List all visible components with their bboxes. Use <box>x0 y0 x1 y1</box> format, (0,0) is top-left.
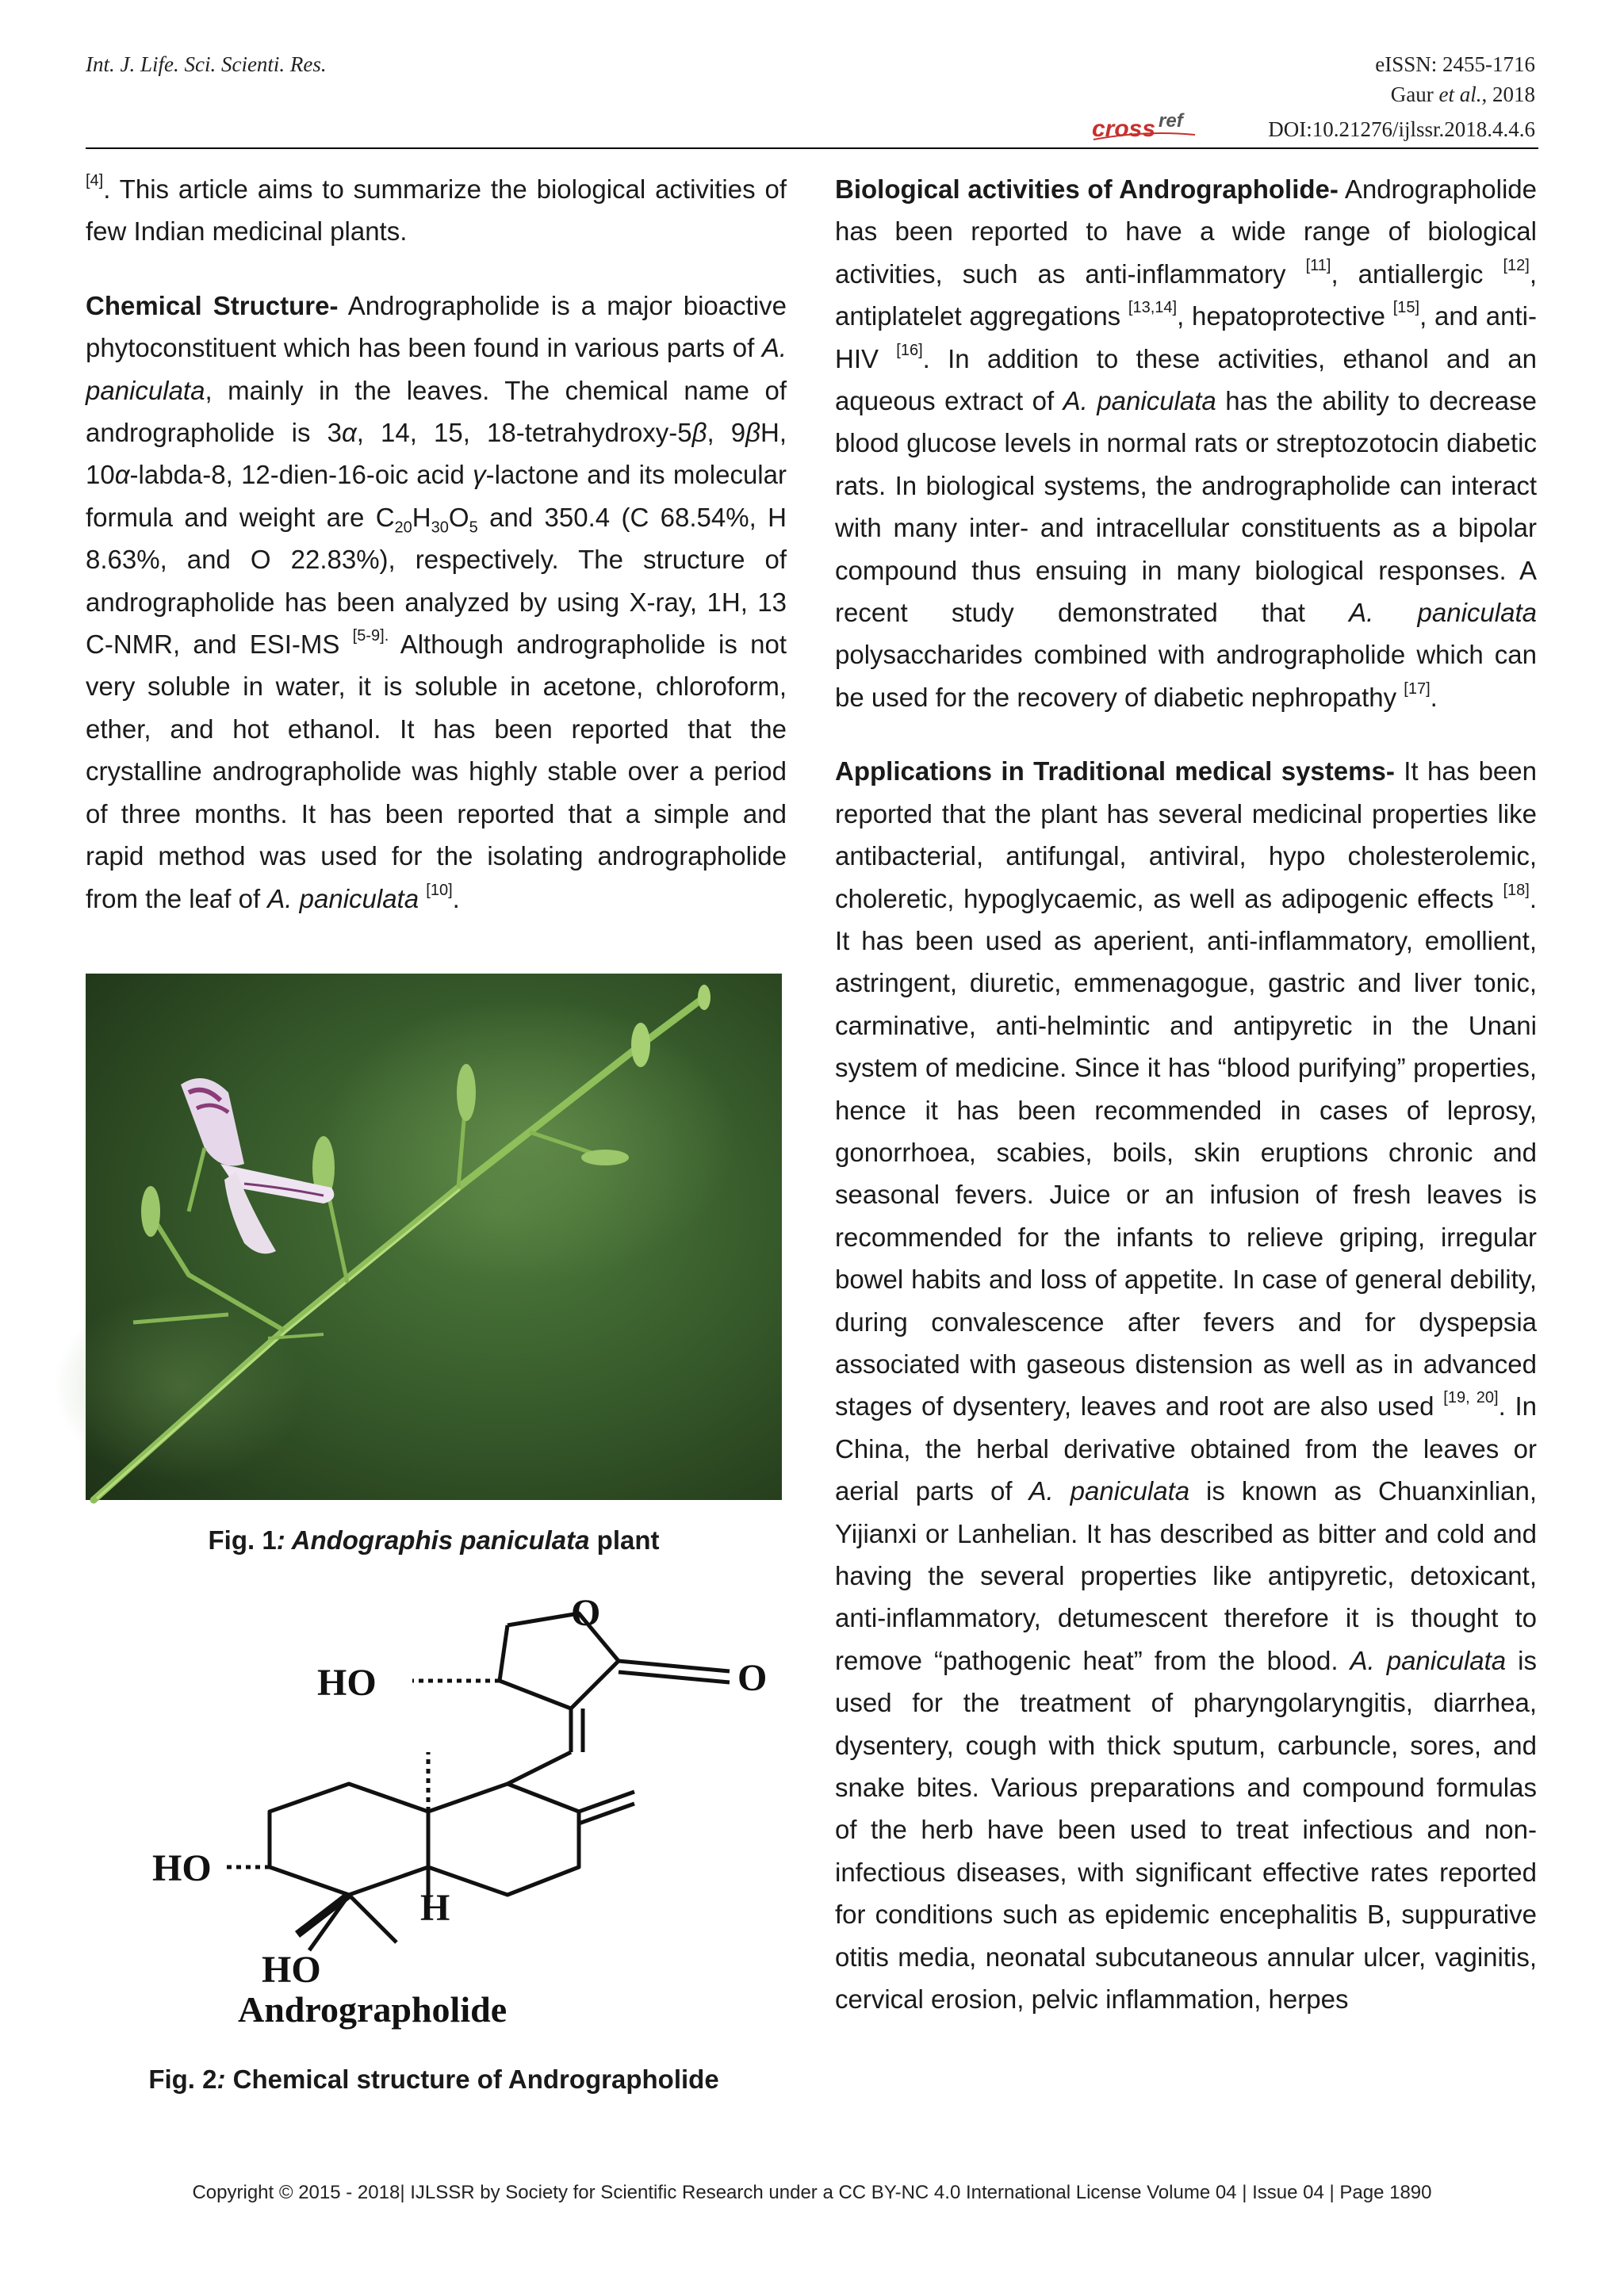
header-rule <box>86 147 1538 149</box>
svg-text:HO: HO <box>317 1662 377 1704</box>
svg-text:H: H <box>420 1887 450 1929</box>
intro-paragraph: [4]. This article aims to summarize the biological activities of few Indian medicinal plants. <box>86 172 787 247</box>
left-column-text <box>86 168 787 920</box>
crossref-logo <box>1089 111 1200 147</box>
svg-text:ref: ref <box>1159 110 1183 132</box>
svg-text:O: O <box>737 1657 768 1699</box>
right-column-text <box>835 168 1537 2020</box>
svg-text:Andrographolide: Andrographolide <box>238 1989 508 2030</box>
figure-2-caption: Fig. 2: Chemical structure of Andrographolide <box>148 2064 719 2094</box>
author-citation: Gaur et al., 2018 <box>1390 82 1535 106</box>
svg-text:HO: HO <box>262 1949 321 1991</box>
svg-text:O: O <box>571 1592 601 1634</box>
andrographolide-structure <box>152 1592 777 2045</box>
biological-activities-paragraph: Biological activities of Andrographolide- Andrographolide has been reported to have a wide range of biological activities, such as anti-inflammatory [11], antiallergic [12], antiplatelet aggregations [13,14], hepatoprotective [15], and anti-HIV [16]. In addition to these activities, ethanol and an aqueous extract of A. paniculata has the ability to decrease blood glucose levels in normal rats or streptozotocin diabetic rats. In biological systems, the andrographolide can interact with many inter- and intracellular constituents as a bipolar compound thus ensuing in many biological responses. A recent study demonstrated that A. paniculata polysaccharides combined with andrographolide which can be used for the recovery of diabetic nephropathy [17]. <box>835 174 1538 712</box>
eissn: eISSN: 2455-1716 <box>1375 52 1535 76</box>
page-footer: Copyright © 2015 - 2018| IJLSSR by Society for Scientific Research under a CC BY-NC 4.0 International License Volume 04 | Issue 04 | Page 1890 <box>192 2182 1432 2203</box>
svg-text:cross: cross <box>1092 116 1156 142</box>
figure-1-caption: Fig. 1: Andographis paniculata plant <box>208 1525 660 1555</box>
chemical-structure-paragraph: Chemical Structure- Andrographolide is a major bioactive phytoconstituent which has been found in various parts of A. paniculata, mainly in the leaves. The chemical name of andrographolide is 3α, 14, 15, 18-tetrahydroxy-5β, 9βH, 10α-labda-8, 12-dien-16-oic acid γ-lactone and its molecular formula and weight are $C_{20}H_{30}O_5$ and 350.4 (C 68.54%, H 8.63%, and O 22.83%), respectively. The structure of andrographolide has been analyzed by using X-ray, 1H, 13 C-NMR, and ESI-MS $^{[5-9].}$ Although andrographolide is not very soluble in water, it is soluble in acetone, chloroform, ether, and hot ethanol. It has been reported that the crystalline andrographolide was highly stable over a period of three months. It has been reported that a simple and rapid method was used for the isolating andrographolide from the leaf of A. paniculata [10]. <box>86 290 787 913</box>
plant-photo <box>86 974 782 1500</box>
doi: DOI:10.21276/ijlssr.2018.4.4.6 <box>1268 117 1535 141</box>
journal-title: Int. J. Life. Sci. Scienti. Res. <box>86 52 327 76</box>
svg-text:HO: HO <box>152 1847 212 1889</box>
applications-paragraph: Applications in Traditional medical systems- It has been reported that the plant has several medicinal properties like antibacterial, antifungal, antiviral, hypo cholesterolemic, choleretic, hypoglycaemic, as well as adipogenic effects [18]. It has been used as aperient, anti-inflammatory, emollient, astringent, diuretic, emmenagogue, gastric and liver tonic, carminative, anti-helmintic and antipyretic in the Unani system of medicine. Since it has “blood purifying” properties, hence it has been recommended in cases of leprosy, gonorrhoea, scabies, boils, skin eruptions chronic and seasonal fevers. Juice or an infusion of fresh leaves is recommended for the infants to relieve griping, irregular bowel habits and loss of appetite. In case of general debility, during convalescence after fevers and for dyspepsia associated with gaseous distension as well as in advanced stages of dysentery, leaves and root are also used [19, 20]. In China, the herbal derivative obtained from the leaves or aerial parts of A. paniculata is known as Chuanxinlian, Yijianxi or Lanhelian. It has described as bitter and cold and having the several properties like antipyretic, detoxicant, anti-inflammatory, detumescent therefore it is thought to remove “pathogenic heat” from the blood. A. paniculata is used for the treatment of pharyngolaryngitis, diarrhea, dysentery, cough with thick sputum, carbuncle, sores, and snake bites. Various preparations and compound formulas of the herb have been used to treat infectious and non-infectious diseases, with significant effective rates reported for conditions such as epidemic encephalitis B, suppurative otitis media, neonatal subcutaneous annular ulcer, vaginitis, cervical erosion, pelvic inflammation, herpes <box>835 756 1538 2015</box>
